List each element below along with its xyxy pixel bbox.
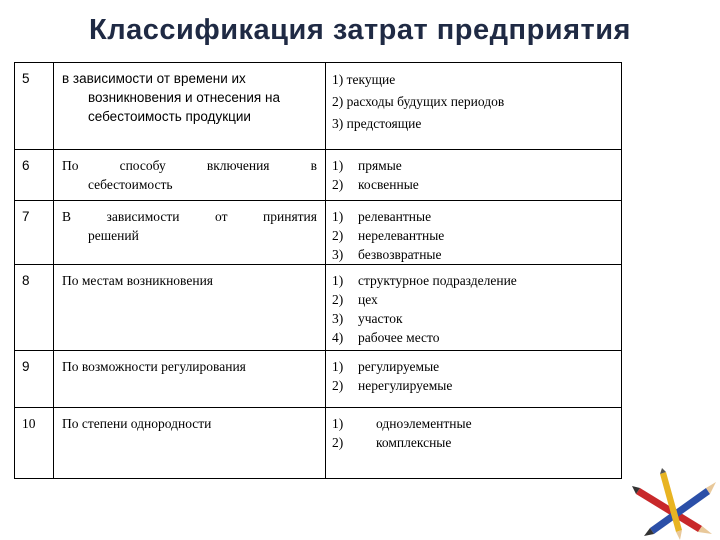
- criterion-text: По степени однородности: [62, 416, 212, 431]
- value-item: 3) предстоящие: [332, 116, 422, 131]
- criterion-text-continued: себестоимость: [88, 177, 173, 192]
- list-item: 2) нерегулируемые: [332, 378, 453, 393]
- criterion-text: По возможности регулирования: [62, 359, 246, 374]
- criterion-cell: [54, 265, 326, 351]
- criterion-cell: [54, 150, 326, 201]
- table-row: [15, 63, 622, 150]
- criterion-text-continued: возникновения и отнесения на себестоимость продукции: [88, 90, 280, 124]
- list-item: 1) одноэлементные: [332, 416, 472, 431]
- table-row: [15, 265, 622, 351]
- row-number: 6: [15, 150, 54, 201]
- row-number: 5: [15, 63, 54, 150]
- list-item: 2) косвенные: [332, 177, 419, 192]
- values-cell: [326, 265, 622, 351]
- row-number: 10: [15, 408, 54, 479]
- criterion-cell: [54, 201, 326, 265]
- pencils-icon: [620, 468, 720, 540]
- row-number: 9: [15, 351, 54, 408]
- criterion-text: По местам возникновения: [62, 273, 214, 288]
- criterion-cell: [54, 351, 326, 408]
- values-cell: [326, 408, 622, 479]
- table-row: [15, 351, 622, 408]
- criterion-text: В зависимости от принятия: [62, 209, 317, 224]
- list-item: 2) нерелевантные: [332, 228, 445, 243]
- value-item: 2) расходы будущих периодов: [332, 94, 505, 109]
- cost-classification-table: [14, 62, 622, 479]
- criterion-cell: [54, 408, 326, 479]
- page-title: Классификация затрат предприятия: [89, 14, 631, 46]
- values-cell: [326, 351, 622, 408]
- table-row: [15, 150, 622, 201]
- list-item: 4) рабочее место: [332, 330, 440, 345]
- list-item: 1) структурное подразделение: [332, 273, 517, 288]
- value-item: 1) текущие: [332, 72, 396, 87]
- table-row: [15, 408, 622, 479]
- criterion-cell: [54, 63, 326, 150]
- criterion-text-continued: решений: [88, 228, 139, 243]
- list-item: 3) безвозвратные: [332, 247, 442, 262]
- values-cell: [326, 150, 622, 201]
- values-cell: [326, 201, 622, 265]
- list-item: 1) релевантные: [332, 209, 432, 224]
- list-item: 2) комплексные: [332, 435, 452, 450]
- list-item: 2) цех: [332, 292, 378, 307]
- list-item: 3) участок: [332, 311, 403, 326]
- list-item: 1) регулируемые: [332, 359, 440, 374]
- values-cell: [326, 63, 622, 150]
- list-item: 1) прямые: [332, 158, 402, 173]
- row-number: 8: [15, 265, 54, 351]
- row-number: 7: [15, 201, 54, 265]
- criterion-text: По способу включения в: [62, 158, 317, 173]
- table-row: [15, 201, 622, 265]
- criterion-text: в зависимости от времени их: [62, 71, 246, 86]
